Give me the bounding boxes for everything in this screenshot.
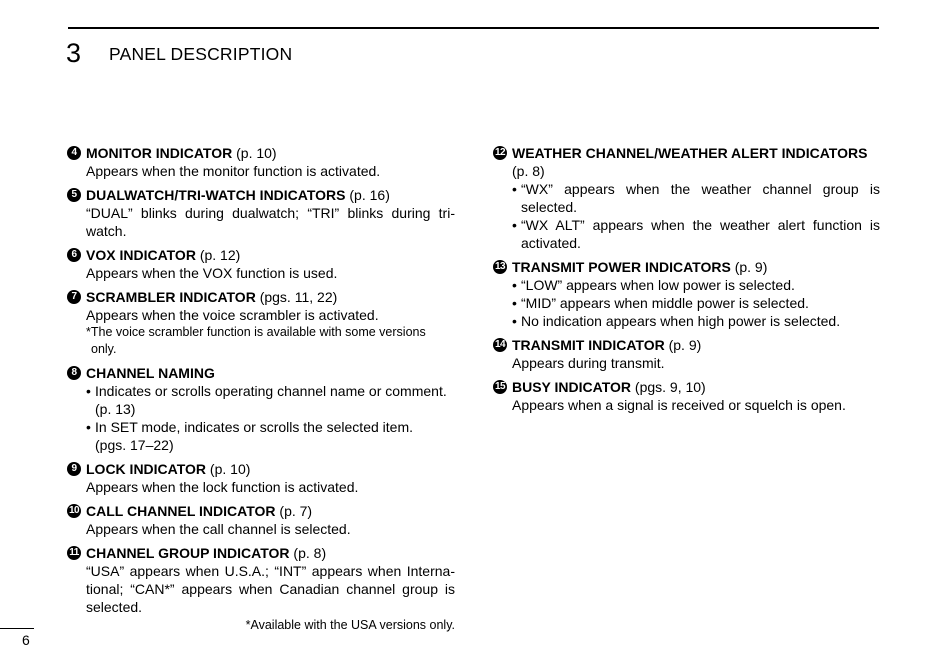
item-number-badge: 15 <box>494 381 506 392</box>
bullet-text: (p. 13) <box>95 401 136 417</box>
chapter-title: PANEL DESCRIPTION <box>109 44 293 64</box>
chapter-number: 3 <box>66 38 82 68</box>
entry-lock-indicator <box>67 460 455 496</box>
entry-note <box>67 324 455 358</box>
bullet-item <box>67 418 455 454</box>
bullet-item <box>493 312 880 330</box>
note-line: *The voice scrambler function is available with some versions <box>86 325 426 339</box>
entry-title: TRANSMIT POWER INDICATORS <box>512 259 731 275</box>
bullet-dot: • <box>512 295 517 311</box>
bullet-item <box>493 276 880 294</box>
top-rule <box>68 27 879 29</box>
entry-title: CHANNEL GROUP INDICATOR <box>86 545 290 561</box>
page-ref: (p. 8) <box>512 163 545 179</box>
left-column <box>67 144 455 639</box>
entry-title: CALL CHANNEL INDICATOR <box>86 503 276 519</box>
bullet-dot: • <box>512 313 517 329</box>
entry-title: MONITOR INDICATOR <box>86 145 233 161</box>
item-number-badge: 6 <box>67 248 81 262</box>
page-ref: (p. 10) <box>232 145 277 161</box>
bullet-text: “WX ALT” appears when the weather alert function is activated. <box>521 217 880 251</box>
bullet-item <box>493 180 880 216</box>
entry-body: Appears during transmit. <box>512 355 665 371</box>
entry-monitor-indicator <box>67 144 455 180</box>
bullet-text: No indication appears when high power is selected. <box>521 313 841 329</box>
bullet-text: Indicates or scrolls operating channel name or comment. <box>95 383 447 399</box>
page-ref: (pgs. 9, 10) <box>631 379 706 395</box>
bullet-item <box>493 294 880 312</box>
page-ref: (p. 10) <box>206 461 251 477</box>
entry-title: WEATHER CHANNEL/WEATHER ALERT INDICATORS <box>512 145 868 161</box>
page-number: 6 <box>22 632 30 648</box>
entry-busy-indicator <box>493 378 880 414</box>
entry-title: BUSY INDICATOR <box>512 379 632 395</box>
entry-weather-indicators <box>493 144 880 252</box>
right-column <box>493 144 880 420</box>
page-ref: (p. 16) <box>345 187 390 203</box>
item-number-badge: 4 <box>67 146 81 160</box>
item-number-badge: 5 <box>67 188 81 202</box>
bullet-text: “LOW” appears when low power is selected. <box>521 277 795 293</box>
entry-body: Appears when the monitor function is activated. <box>86 163 381 179</box>
entry-title: SCRAMBLER INDICATOR <box>86 289 256 305</box>
bullet-text: In SET mode, indicates or scrolls the selected item. <box>95 419 413 435</box>
entry-channel-group-indicator <box>67 544 455 634</box>
entry-body: Appears when the VOX function is used. <box>86 265 338 281</box>
entry-title: LOCK INDICATOR <box>86 461 207 477</box>
entry-call-channel-indicator <box>67 502 455 538</box>
bullet-dot: • <box>512 277 517 293</box>
entry-title: TRANSMIT INDICATOR <box>512 337 665 353</box>
bullet-dot: • <box>86 419 91 435</box>
bullet-dot: • <box>512 217 517 233</box>
item-number-badge: 10 <box>68 505 80 516</box>
page-ref: (p. 7) <box>275 503 313 519</box>
page-ref: (pgs. 11, 22) <box>255 289 338 305</box>
item-number-badge: 9 <box>67 462 81 476</box>
page-ref: (p. 8) <box>289 545 327 561</box>
entry-title: CHANNEL NAMING <box>86 365 215 381</box>
bullet-text: “MID” appears when middle power is selected. <box>521 295 809 311</box>
note-line: only. <box>91 342 117 356</box>
entry-dualwatch-indicators <box>67 186 455 240</box>
item-number-badge: 14 <box>494 339 506 350</box>
item-number-badge: 13 <box>494 261 506 272</box>
entry-title: DUALWATCH/TRI-WATCH INDICATORS <box>86 187 346 203</box>
entry-body: “DUAL” blinks during dualwatch; “TRI” blinks during tri-watch. <box>86 205 455 239</box>
entry-title: VOX INDICATOR <box>86 247 196 263</box>
entry-body: Appears when the call channel is selected. <box>86 521 351 537</box>
bullet-text: “WX” appears when the weather channel group is selected. <box>521 181 880 215</box>
item-number-badge: 11 <box>67 546 81 560</box>
entry-scrambler-indicator <box>67 288 455 358</box>
entry-channel-naming <box>67 364 455 454</box>
page-ref: (p. 9) <box>730 259 768 275</box>
bullet-dot: • <box>512 181 517 197</box>
entry-vox-indicator <box>67 246 455 282</box>
bullet-item <box>493 216 880 252</box>
entry-transmit-power-indicators <box>493 258 880 330</box>
item-number-badge: 8 <box>67 366 81 380</box>
entry-body: Appears when the lock function is activated. <box>86 479 359 495</box>
bullet-dot: • <box>86 383 91 399</box>
page-ref: (p. 9) <box>664 337 702 353</box>
page-number-rule <box>0 628 34 629</box>
page-ref: (p. 12) <box>195 247 241 263</box>
bullet-item <box>67 382 455 418</box>
item-number-badge: 7 <box>67 290 81 304</box>
entry-transmit-indicator <box>493 336 880 372</box>
item-number-badge: 12 <box>494 147 506 158</box>
entry-body: Appears when the voice scrambler is activated. <box>86 307 379 323</box>
entry-body: Appears when a signal is received or squelch is open. <box>512 397 846 413</box>
bullet-text: (pgs. 17–22) <box>95 437 174 453</box>
footnote: *Available with the USA versions only. <box>245 618 455 632</box>
entry-body: “USA” appears when U.S.A.; “INT” appears when Interna-tional; “CAN*” appears when Canadian channel group is selected. <box>86 563 455 615</box>
